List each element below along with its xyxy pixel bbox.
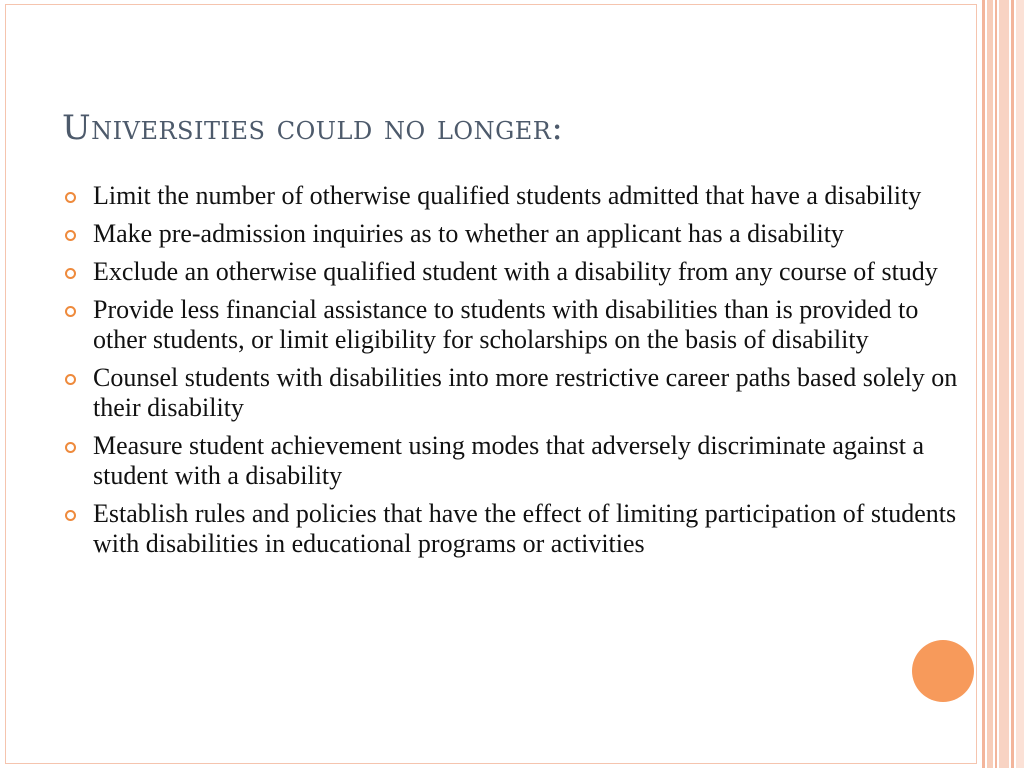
bullet-text: Make pre-admission inquiries as to whether an applicant has a disability bbox=[93, 219, 844, 248]
decorative-stripe bbox=[1011, 0, 1014, 768]
circle-bullet-icon bbox=[65, 442, 76, 453]
bullet-text: Provide less financial assistance to students with disabilities than is provided to other students, or limit eligibility for scholarships on the basis of disability bbox=[93, 295, 919, 354]
bullet-text: Counsel students with disabilities into more restrictive career paths based solely on their disability bbox=[93, 363, 958, 422]
circle-bullet-icon bbox=[65, 192, 76, 203]
decorative-stripe bbox=[999, 0, 1009, 768]
circle-bullet-icon bbox=[65, 374, 76, 385]
circle-bullet-icon bbox=[65, 510, 76, 521]
decorative-stripe bbox=[987, 0, 993, 768]
decorative-stripe bbox=[995, 0, 997, 768]
bullet-text: Measure student achievement using modes that adversely discriminate against a student with a disability bbox=[93, 431, 925, 490]
bullet-item bbox=[62, 431, 962, 491]
bullet-list bbox=[62, 181, 962, 567]
bullet-text: Exclude an otherwise qualified student with a disability from any course of study bbox=[93, 257, 938, 286]
bullet-item bbox=[62, 181, 962, 211]
decorative-orange-circle bbox=[912, 640, 974, 702]
bullet-item bbox=[62, 295, 962, 355]
bullet-text: Limit the number of otherwise qualified students admitted that have a disability bbox=[93, 181, 922, 210]
bullet-item bbox=[62, 219, 962, 249]
circle-bullet-icon bbox=[65, 268, 76, 279]
bullet-text: Establish rules and policies that have the effect of limiting participation of students with disabilities in educational programs or activities bbox=[93, 499, 957, 558]
circle-bullet-icon bbox=[65, 230, 76, 241]
bullet-item bbox=[62, 499, 962, 559]
bullet-item bbox=[62, 257, 962, 287]
decorative-stripe bbox=[1016, 0, 1024, 768]
slide-title: Universities could no longer: bbox=[62, 108, 564, 148]
circle-bullet-icon bbox=[65, 306, 76, 317]
bullet-item bbox=[62, 363, 962, 423]
decorative-stripe bbox=[982, 0, 985, 768]
